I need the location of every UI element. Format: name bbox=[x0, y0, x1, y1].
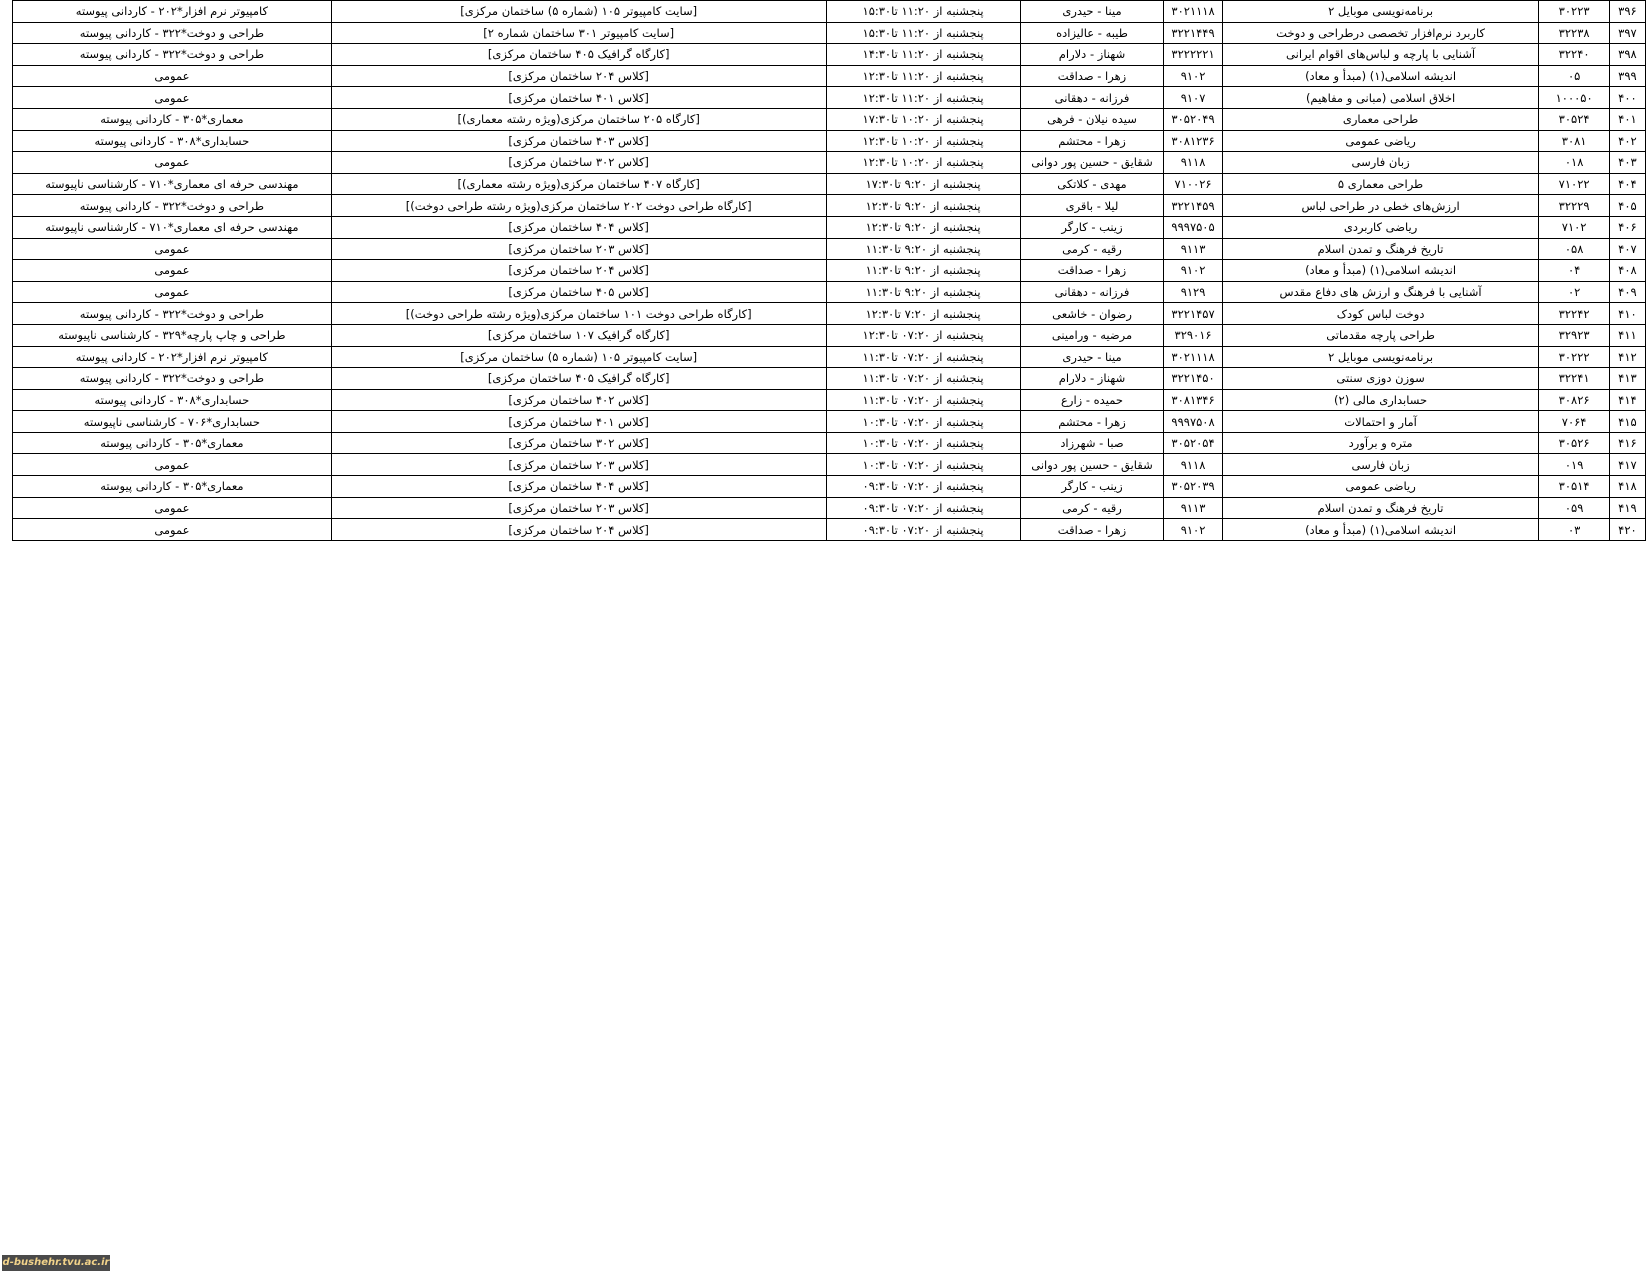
row-number-cell: ۴۰۷ bbox=[1609, 238, 1645, 260]
course-code-cell: ۰۱۹ bbox=[1539, 454, 1609, 476]
program-cell: عمومی bbox=[13, 497, 332, 519]
course-title-cell: تاریخ فرهنگ و تمدن اسلام bbox=[1222, 497, 1539, 519]
course-code-cell: ۰۴ bbox=[1539, 260, 1609, 282]
program-cell: طراحی و دوخت*۳۲۲ - کاردانی پیوسته bbox=[13, 22, 332, 44]
teacher-name-cell: زهرا - محتشم bbox=[1020, 130, 1164, 152]
teacher-name-cell: شهناز - دلارام bbox=[1020, 368, 1164, 390]
teacher-name-cell: زینب - کارگر bbox=[1020, 476, 1164, 498]
time-cell: پنجشنبه از ۱۱:۲۰ تا۱۲:۳۰ bbox=[826, 87, 1020, 109]
teacher-name-cell: زینب - کارگر bbox=[1020, 216, 1164, 238]
teacher-name-cell: مهدی - کلاتکی bbox=[1020, 173, 1164, 195]
location-cell: [کلاس ۲۰۴ ساختمان مرکزی] bbox=[331, 65, 826, 87]
location-cell: [کارگاه ۲۰۵ ساختمان مرکزی(ویژه رشته معماری)] bbox=[331, 108, 826, 130]
location-cell: [سایت کامپیوتر ۳۰۱ ساختمان شماره ۲] bbox=[331, 22, 826, 44]
course-code-cell: ۳۲۲۴۰ bbox=[1539, 44, 1609, 66]
time-cell: پنجشنبه از ۰۷:۲۰ تا۱۱:۳۰ bbox=[826, 368, 1020, 390]
location-cell: [کارگاه ۴۰۷ ساختمان مرکزی(ویژه رشته معماری)] bbox=[331, 173, 826, 195]
teacher-name-cell: سیده نیلان - فرهی bbox=[1020, 108, 1164, 130]
course-code-cell: ۱۰۰۰۵۰ bbox=[1539, 87, 1609, 109]
course-title-cell: طراحی پارچه مقدماتی bbox=[1222, 324, 1539, 346]
program-cell: کامپیوتر نرم افزار*۲۰۲ - کاردانی پیوسته bbox=[13, 346, 332, 368]
row-number-cell: ۴۱۲ bbox=[1609, 346, 1645, 368]
time-cell: پنجشنبه از ۱۰:۲۰ تا۱۲:۳۰ bbox=[826, 152, 1020, 174]
row-number-cell: ۴۱۱ bbox=[1609, 324, 1645, 346]
program-cell: عمومی bbox=[13, 260, 332, 282]
table-row bbox=[13, 130, 1646, 152]
watermark-logo: d-bushehr.tvu.ac.ir bbox=[2, 1255, 110, 1271]
teacher-name-cell: شقایق - حسین پور دوانی bbox=[1020, 454, 1164, 476]
location-cell: [کارگاه گرافیک ۴۰۵ ساختمان مرکزی] bbox=[331, 368, 826, 390]
location-cell: [کلاس ۴۰۱ ساختمان مرکزی] bbox=[331, 87, 826, 109]
course-code-cell: ۷۰۶۴ bbox=[1539, 411, 1609, 433]
teacher-name-cell: لیلا - باقری bbox=[1020, 195, 1164, 217]
row-number-cell: ۴۰۰ bbox=[1609, 87, 1645, 109]
course-code-cell: ۰۲ bbox=[1539, 281, 1609, 303]
location-cell: [کارگاه طراحی دوخت ۲۰۲ ساختمان مرکزی(ویژه رشته طراحی دوخت)] bbox=[331, 195, 826, 217]
program-cell: طراحی و چاپ پارچه*۳۲۹ - کارشناسی ناپیوسته bbox=[13, 324, 332, 346]
course-code-cell: ۰۳ bbox=[1539, 519, 1609, 541]
program-cell: طراحی و دوخت*۳۲۲ - کاردانی پیوسته bbox=[13, 195, 332, 217]
course-code-cell: ۳۰۸۱ bbox=[1539, 130, 1609, 152]
program-cell: عمومی bbox=[13, 454, 332, 476]
row-number-cell: ۴۱۹ bbox=[1609, 497, 1645, 519]
program-cell: کامپیوتر نرم افزار*۲۰۲ - کاردانی پیوسته bbox=[13, 1, 332, 23]
time-cell: پنجشنبه از ۹:۲۰ تا۱۱:۳۰ bbox=[826, 238, 1020, 260]
teacher-code-cell: ۹۱۲۹ bbox=[1164, 281, 1222, 303]
row-number-cell: ۴۱۴ bbox=[1609, 389, 1645, 411]
table-row bbox=[13, 497, 1646, 519]
row-number-cell: ۴۱۶ bbox=[1609, 432, 1645, 454]
time-cell: پنجشنبه از ۱۱:۲۰ تا۱۵:۳۰ bbox=[826, 1, 1020, 23]
time-cell: پنجشنبه از ۹:۲۰ تا۱۲:۳۰ bbox=[826, 216, 1020, 238]
teacher-name-cell: رقیه - کرمی bbox=[1020, 238, 1164, 260]
course-code-cell: ۳۰۲۲۳ bbox=[1539, 1, 1609, 23]
location-cell: [کلاس ۴۰۳ ساختمان مرکزی] bbox=[331, 130, 826, 152]
teacher-code-cell: ۳۰۸۱۲۳۶ bbox=[1164, 130, 1222, 152]
program-cell: معماری*۳۰۵ - کاردانی پیوسته bbox=[13, 476, 332, 498]
course-code-cell: ۰۵۹ bbox=[1539, 497, 1609, 519]
teacher-code-cell: ۳۲۲۱۴۴۹ bbox=[1164, 22, 1222, 44]
location-cell: [سایت کامپیوتر ۱۰۵ (شماره ۵) ساختمان مرکزی] bbox=[331, 346, 826, 368]
course-title-cell: زبان فارسی bbox=[1222, 152, 1539, 174]
location-cell: [کلاس ۲۰۴ ساختمان مرکزی] bbox=[331, 260, 826, 282]
table-row bbox=[13, 476, 1646, 498]
row-number-cell: ۴۰۵ bbox=[1609, 195, 1645, 217]
course-title-cell: اخلاق اسلامی (مبانی و مفاهیم) bbox=[1222, 87, 1539, 109]
location-cell: [کارگاه گرافیک ۴۰۵ ساختمان مرکزی] bbox=[331, 44, 826, 66]
course-title-cell: ریاضی کاربردی bbox=[1222, 216, 1539, 238]
location-cell: [کلاس ۴۰۱ ساختمان مرکزی] bbox=[331, 411, 826, 433]
program-cell: مهندسی حرفه ای معماری*۷۱۰ - کارشناسی ناپیوسته bbox=[13, 173, 332, 195]
teacher-code-cell: ۳۰۸۱۳۴۶ bbox=[1164, 389, 1222, 411]
program-cell: عمومی bbox=[13, 238, 332, 260]
row-number-cell: ۴۰۲ bbox=[1609, 130, 1645, 152]
teacher-code-cell: ۳۰۵۲۰۴۹ bbox=[1164, 108, 1222, 130]
table-row bbox=[13, 389, 1646, 411]
teacher-name-cell: مینا - حیدری bbox=[1020, 1, 1164, 23]
table-row bbox=[13, 238, 1646, 260]
course-title-cell: ریاضی عمومی bbox=[1222, 476, 1539, 498]
course-title-cell: اندیشه اسلامی(۱) (مبدأ و معاد) bbox=[1222, 519, 1539, 541]
location-cell: [کلاس ۴۰۴ ساختمان مرکزی] bbox=[331, 476, 826, 498]
teacher-name-cell: طیبه - عالیزاده bbox=[1020, 22, 1164, 44]
location-cell: [کلاس ۴۰۲ ساختمان مرکزی] bbox=[331, 389, 826, 411]
table-row bbox=[13, 454, 1646, 476]
teacher-code-cell: ۷۱۰۰۲۶ bbox=[1164, 173, 1222, 195]
program-cell: عمومی bbox=[13, 152, 332, 174]
teacher-code-cell: ۹۱۱۸ bbox=[1164, 152, 1222, 174]
table-row bbox=[13, 195, 1646, 217]
time-cell: پنجشنبه از ۰۷:۲۰ تا۱۰:۳۰ bbox=[826, 411, 1020, 433]
row-number-cell: ۴۰۸ bbox=[1609, 260, 1645, 282]
course-code-cell: ۰۵۸ bbox=[1539, 238, 1609, 260]
row-number-cell: ۴۱۵ bbox=[1609, 411, 1645, 433]
schedule-table bbox=[12, 0, 1646, 541]
teacher-name-cell: شقایق - حسین پور دوانی bbox=[1020, 152, 1164, 174]
table-row bbox=[13, 216, 1646, 238]
course-title-cell: آشنایی با پارچه و لباس‌های اقوام ایرانی bbox=[1222, 44, 1539, 66]
row-number-cell: ۳۹۸ bbox=[1609, 44, 1645, 66]
time-cell: پنجشنبه از ۰۷:۲۰ تا۰۹:۳۰ bbox=[826, 476, 1020, 498]
row-number-cell: ۳۹۶ bbox=[1609, 1, 1645, 23]
location-cell: [کلاس ۳۰۲ ساختمان مرکزی] bbox=[331, 432, 826, 454]
program-cell: معماری*۳۰۵ - کاردانی پیوسته bbox=[13, 108, 332, 130]
course-title-cell: اندیشه اسلامی(۱) (مبدأ و معاد) bbox=[1222, 260, 1539, 282]
course-title-cell: برنامه‌نویسی موبایل ۲ bbox=[1222, 346, 1539, 368]
program-cell: معماری*۳۰۵ - کاردانی پیوسته bbox=[13, 432, 332, 454]
table-row bbox=[13, 411, 1646, 433]
teacher-code-cell: ۳۰۲۱۱۱۸ bbox=[1164, 346, 1222, 368]
course-title-cell: سوزن دوزی سنتی bbox=[1222, 368, 1539, 390]
time-cell: پنجشنبه از ۱۰:۲۰ تا۱۷:۳۰ bbox=[826, 108, 1020, 130]
course-code-cell: ۳۲۹۲۳ bbox=[1539, 324, 1609, 346]
course-code-cell: ۰۵ bbox=[1539, 65, 1609, 87]
teacher-name-cell: حمیده - زارع bbox=[1020, 389, 1164, 411]
time-cell: پنجشنبه از ۱۰:۲۰ تا۱۲:۳۰ bbox=[826, 130, 1020, 152]
program-cell: طراحی و دوخت*۳۲۲ - کاردانی پیوسته bbox=[13, 368, 332, 390]
program-cell: حسابداری*۷۰۶ - کارشناسی ناپیوسته bbox=[13, 411, 332, 433]
teacher-name-cell: مرضیه - ورامینی bbox=[1020, 324, 1164, 346]
program-cell: عمومی bbox=[13, 281, 332, 303]
table-row bbox=[13, 152, 1646, 174]
schedule-table-body bbox=[13, 1, 1646, 541]
table-row bbox=[13, 432, 1646, 454]
teacher-name-cell: مینا - حیدری bbox=[1020, 346, 1164, 368]
course-title-cell: تاریخ فرهنگ و تمدن اسلام bbox=[1222, 238, 1539, 260]
time-cell: پنجشنبه از ۰۷:۲۰ تا۱۱:۳۰ bbox=[826, 389, 1020, 411]
course-title-cell: طراحی معماری bbox=[1222, 108, 1539, 130]
time-cell: پنجشنبه از ۱۱:۲۰ تا۱۴:۳۰ bbox=[826, 44, 1020, 66]
course-code-cell: ۰۱۸ bbox=[1539, 152, 1609, 174]
program-cell: حسابداری*۳۰۸ - کاردانی پیوسته bbox=[13, 389, 332, 411]
row-number-cell: ۴۰۹ bbox=[1609, 281, 1645, 303]
course-code-cell: ۷۱۰۲ bbox=[1539, 216, 1609, 238]
course-code-cell: ۳۲۲۳۸ bbox=[1539, 22, 1609, 44]
teacher-code-cell: ۹۱۰۲ bbox=[1164, 65, 1222, 87]
location-cell: [کلاس ۲۰۴ ساختمان مرکزی] bbox=[331, 519, 826, 541]
location-cell: [سایت کامپیوتر ۱۰۵ (شماره ۵) ساختمان مرکزی] bbox=[331, 1, 826, 23]
course-code-cell: ۳۰۸۲۶ bbox=[1539, 389, 1609, 411]
table-row bbox=[13, 368, 1646, 390]
course-title-cell: آشنایی با فرهنگ و ارزش های دفاع مقدس bbox=[1222, 281, 1539, 303]
program-cell: عمومی bbox=[13, 519, 332, 541]
teacher-code-cell: ۹۹۹۷۵۰۵ bbox=[1164, 216, 1222, 238]
teacher-code-cell: ۹۹۹۷۵۰۸ bbox=[1164, 411, 1222, 433]
teacher-code-cell: ۹۱۱۳ bbox=[1164, 497, 1222, 519]
location-cell: [کارگاه طراحی دوخت ۱۰۱ ساختمان مرکزی(ویژه رشته طراحی دوخت)] bbox=[331, 303, 826, 325]
row-number-cell: ۴۰۱ bbox=[1609, 108, 1645, 130]
row-number-cell: ۴۱۸ bbox=[1609, 476, 1645, 498]
table-row bbox=[13, 260, 1646, 282]
teacher-name-cell: زهرا - صداقت bbox=[1020, 65, 1164, 87]
location-cell: [کلاس ۳۰۲ ساختمان مرکزی] bbox=[331, 152, 826, 174]
teacher-code-cell: ۳۲۹۰۱۶ bbox=[1164, 324, 1222, 346]
time-cell: پنجشنبه از ۰۷:۲۰ تا۱۱:۳۰ bbox=[826, 346, 1020, 368]
course-title-cell: ارزش‌های خطی در طراحی لباس bbox=[1222, 195, 1539, 217]
course-title-cell: برنامه‌نویسی موبایل ۲ bbox=[1222, 1, 1539, 23]
teacher-code-cell: ۳۰۲۱۱۱۸ bbox=[1164, 1, 1222, 23]
course-code-cell: ۳۲۲۴۲ bbox=[1539, 303, 1609, 325]
time-cell: پنجشنبه از ۷:۲۰ تا۱۲:۳۰ bbox=[826, 303, 1020, 325]
teacher-name-cell: فرزانه - دهقانی bbox=[1020, 281, 1164, 303]
location-cell: [کلاس ۲۰۳ ساختمان مرکزی] bbox=[331, 238, 826, 260]
course-code-cell: ۳۰۲۲۲ bbox=[1539, 346, 1609, 368]
table-row bbox=[13, 44, 1646, 66]
time-cell: پنجشنبه از ۰۷:۲۰ تا۱۰:۳۰ bbox=[826, 454, 1020, 476]
table-row bbox=[13, 303, 1646, 325]
location-cell: [کارگاه گرافیک ۱۰۷ ساختمان مرکزی] bbox=[331, 324, 826, 346]
location-cell: [کلاس ۴۰۴ ساختمان مرکزی] bbox=[331, 216, 826, 238]
teacher-code-cell: ۳۲۲۱۴۵۹ bbox=[1164, 195, 1222, 217]
time-cell: پنجشنبه از ۹:۲۰ تا۱۱:۳۰ bbox=[826, 260, 1020, 282]
course-title-cell: دوخت لباس کودک bbox=[1222, 303, 1539, 325]
course-title-cell: ریاضی عمومی bbox=[1222, 130, 1539, 152]
table-row bbox=[13, 22, 1646, 44]
course-code-cell: ۷۱۰۲۲ bbox=[1539, 173, 1609, 195]
course-code-cell: ۳۰۵۲۶ bbox=[1539, 432, 1609, 454]
time-cell: پنجشنبه از ۱۱:۲۰ تا۱۲:۳۰ bbox=[826, 65, 1020, 87]
course-title-cell: حسابداری مالی (۲) bbox=[1222, 389, 1539, 411]
teacher-name-cell: فرزانه - دهقانی bbox=[1020, 87, 1164, 109]
table-row bbox=[13, 281, 1646, 303]
course-title-cell: آمار و احتمالات bbox=[1222, 411, 1539, 433]
row-number-cell: ۴۱۷ bbox=[1609, 454, 1645, 476]
teacher-name-cell: رقیه - کرمی bbox=[1020, 497, 1164, 519]
row-number-cell: ۴۱۳ bbox=[1609, 368, 1645, 390]
teacher-name-cell: زهرا - محتشم bbox=[1020, 411, 1164, 433]
teacher-name-cell: شهناز - دلارام bbox=[1020, 44, 1164, 66]
table-row bbox=[13, 65, 1646, 87]
teacher-code-cell: ۳۲۲۲۲۲۱ bbox=[1164, 44, 1222, 66]
time-cell: پنجشنبه از ۰۷:۲۰ تا۰۹:۳۰ bbox=[826, 497, 1020, 519]
location-cell: [کلاس ۴۰۵ ساختمان مرکزی] bbox=[331, 281, 826, 303]
time-cell: پنجشنبه از ۰۷:۲۰ تا۱۲:۳۰ bbox=[826, 324, 1020, 346]
row-number-cell: ۴۲۰ bbox=[1609, 519, 1645, 541]
table-row bbox=[13, 173, 1646, 195]
teacher-name-cell: زهرا - صداقت bbox=[1020, 260, 1164, 282]
time-cell: پنجشنبه از ۱۱:۲۰ تا۱۵:۳۰ bbox=[826, 22, 1020, 44]
row-number-cell: ۳۹۹ bbox=[1609, 65, 1645, 87]
program-cell: حسابداری*۳۰۸ - کاردانی پیوسته bbox=[13, 130, 332, 152]
location-cell: [کلاس ۲۰۳ ساختمان مرکزی] bbox=[331, 454, 826, 476]
teacher-code-cell: ۳۲۲۱۴۵۰ bbox=[1164, 368, 1222, 390]
teacher-code-cell: ۹۱۰۲ bbox=[1164, 519, 1222, 541]
row-number-cell: ۴۰۳ bbox=[1609, 152, 1645, 174]
table-row bbox=[13, 1, 1646, 23]
teacher-code-cell: ۳۰۵۲۰۵۴ bbox=[1164, 432, 1222, 454]
course-title-cell: طراحی معماری ۵ bbox=[1222, 173, 1539, 195]
program-cell: طراحی و دوخت*۳۲۲ - کاردانی پیوسته bbox=[13, 303, 332, 325]
course-title-cell: کاربرد نرم‌افزار تخصصی درطراحی و دوخت bbox=[1222, 22, 1539, 44]
table-row bbox=[13, 519, 1646, 541]
teacher-code-cell: ۹۱۱۸ bbox=[1164, 454, 1222, 476]
location-cell: [کلاس ۲۰۳ ساختمان مرکزی] bbox=[331, 497, 826, 519]
teacher-name-cell: رضوان - خاشعی bbox=[1020, 303, 1164, 325]
program-cell: عمومی bbox=[13, 65, 332, 87]
teacher-code-cell: ۳۲۲۱۴۵۷ bbox=[1164, 303, 1222, 325]
program-cell: مهندسی حرفه ای معماری*۷۱۰ - کارشناسی ناپیوسته bbox=[13, 216, 332, 238]
row-number-cell: ۴۱۰ bbox=[1609, 303, 1645, 325]
course-code-cell: ۳۲۲۴۱ bbox=[1539, 368, 1609, 390]
course-title-cell: متره و برآورد bbox=[1222, 432, 1539, 454]
row-number-cell: ۴۰۴ bbox=[1609, 173, 1645, 195]
program-cell: عمومی bbox=[13, 87, 332, 109]
table-row bbox=[13, 108, 1646, 130]
row-number-cell: ۴۰۶ bbox=[1609, 216, 1645, 238]
table-row bbox=[13, 346, 1646, 368]
course-code-cell: ۳۰۵۱۴ bbox=[1539, 476, 1609, 498]
course-title-cell: اندیشه اسلامی(۱) (مبدأ و معاد) bbox=[1222, 65, 1539, 87]
time-cell: پنجشنبه از ۰۷:۲۰ تا۰۹:۳۰ bbox=[826, 519, 1020, 541]
row-number-cell: ۳۹۷ bbox=[1609, 22, 1645, 44]
program-cell: طراحی و دوخت*۳۲۲ - کاردانی پیوسته bbox=[13, 44, 332, 66]
teacher-name-cell: زهرا - صداقت bbox=[1020, 519, 1164, 541]
table-row bbox=[13, 87, 1646, 109]
time-cell: پنجشنبه از ۹:۲۰ تا۱۱:۳۰ bbox=[826, 281, 1020, 303]
teacher-code-cell: ۹۱۰۷ bbox=[1164, 87, 1222, 109]
table-row bbox=[13, 324, 1646, 346]
time-cell: پنجشنبه از ۹:۲۰ تا۱۷:۳۰ bbox=[826, 173, 1020, 195]
teacher-code-cell: ۹۱۱۳ bbox=[1164, 238, 1222, 260]
time-cell: پنجشنبه از ۰۷:۲۰ تا۱۰:۳۰ bbox=[826, 432, 1020, 454]
course-title-cell: زبان فارسی bbox=[1222, 454, 1539, 476]
teacher-code-cell: ۹۱۰۲ bbox=[1164, 260, 1222, 282]
course-code-cell: ۳۲۲۲۹ bbox=[1539, 195, 1609, 217]
course-code-cell: ۳۰۵۲۴ bbox=[1539, 108, 1609, 130]
teacher-name-cell: صبا - شهرزاد bbox=[1020, 432, 1164, 454]
teacher-code-cell: ۳۰۵۲۰۳۹ bbox=[1164, 476, 1222, 498]
time-cell: پنجشنبه از ۹:۲۰ تا۱۲:۳۰ bbox=[826, 195, 1020, 217]
